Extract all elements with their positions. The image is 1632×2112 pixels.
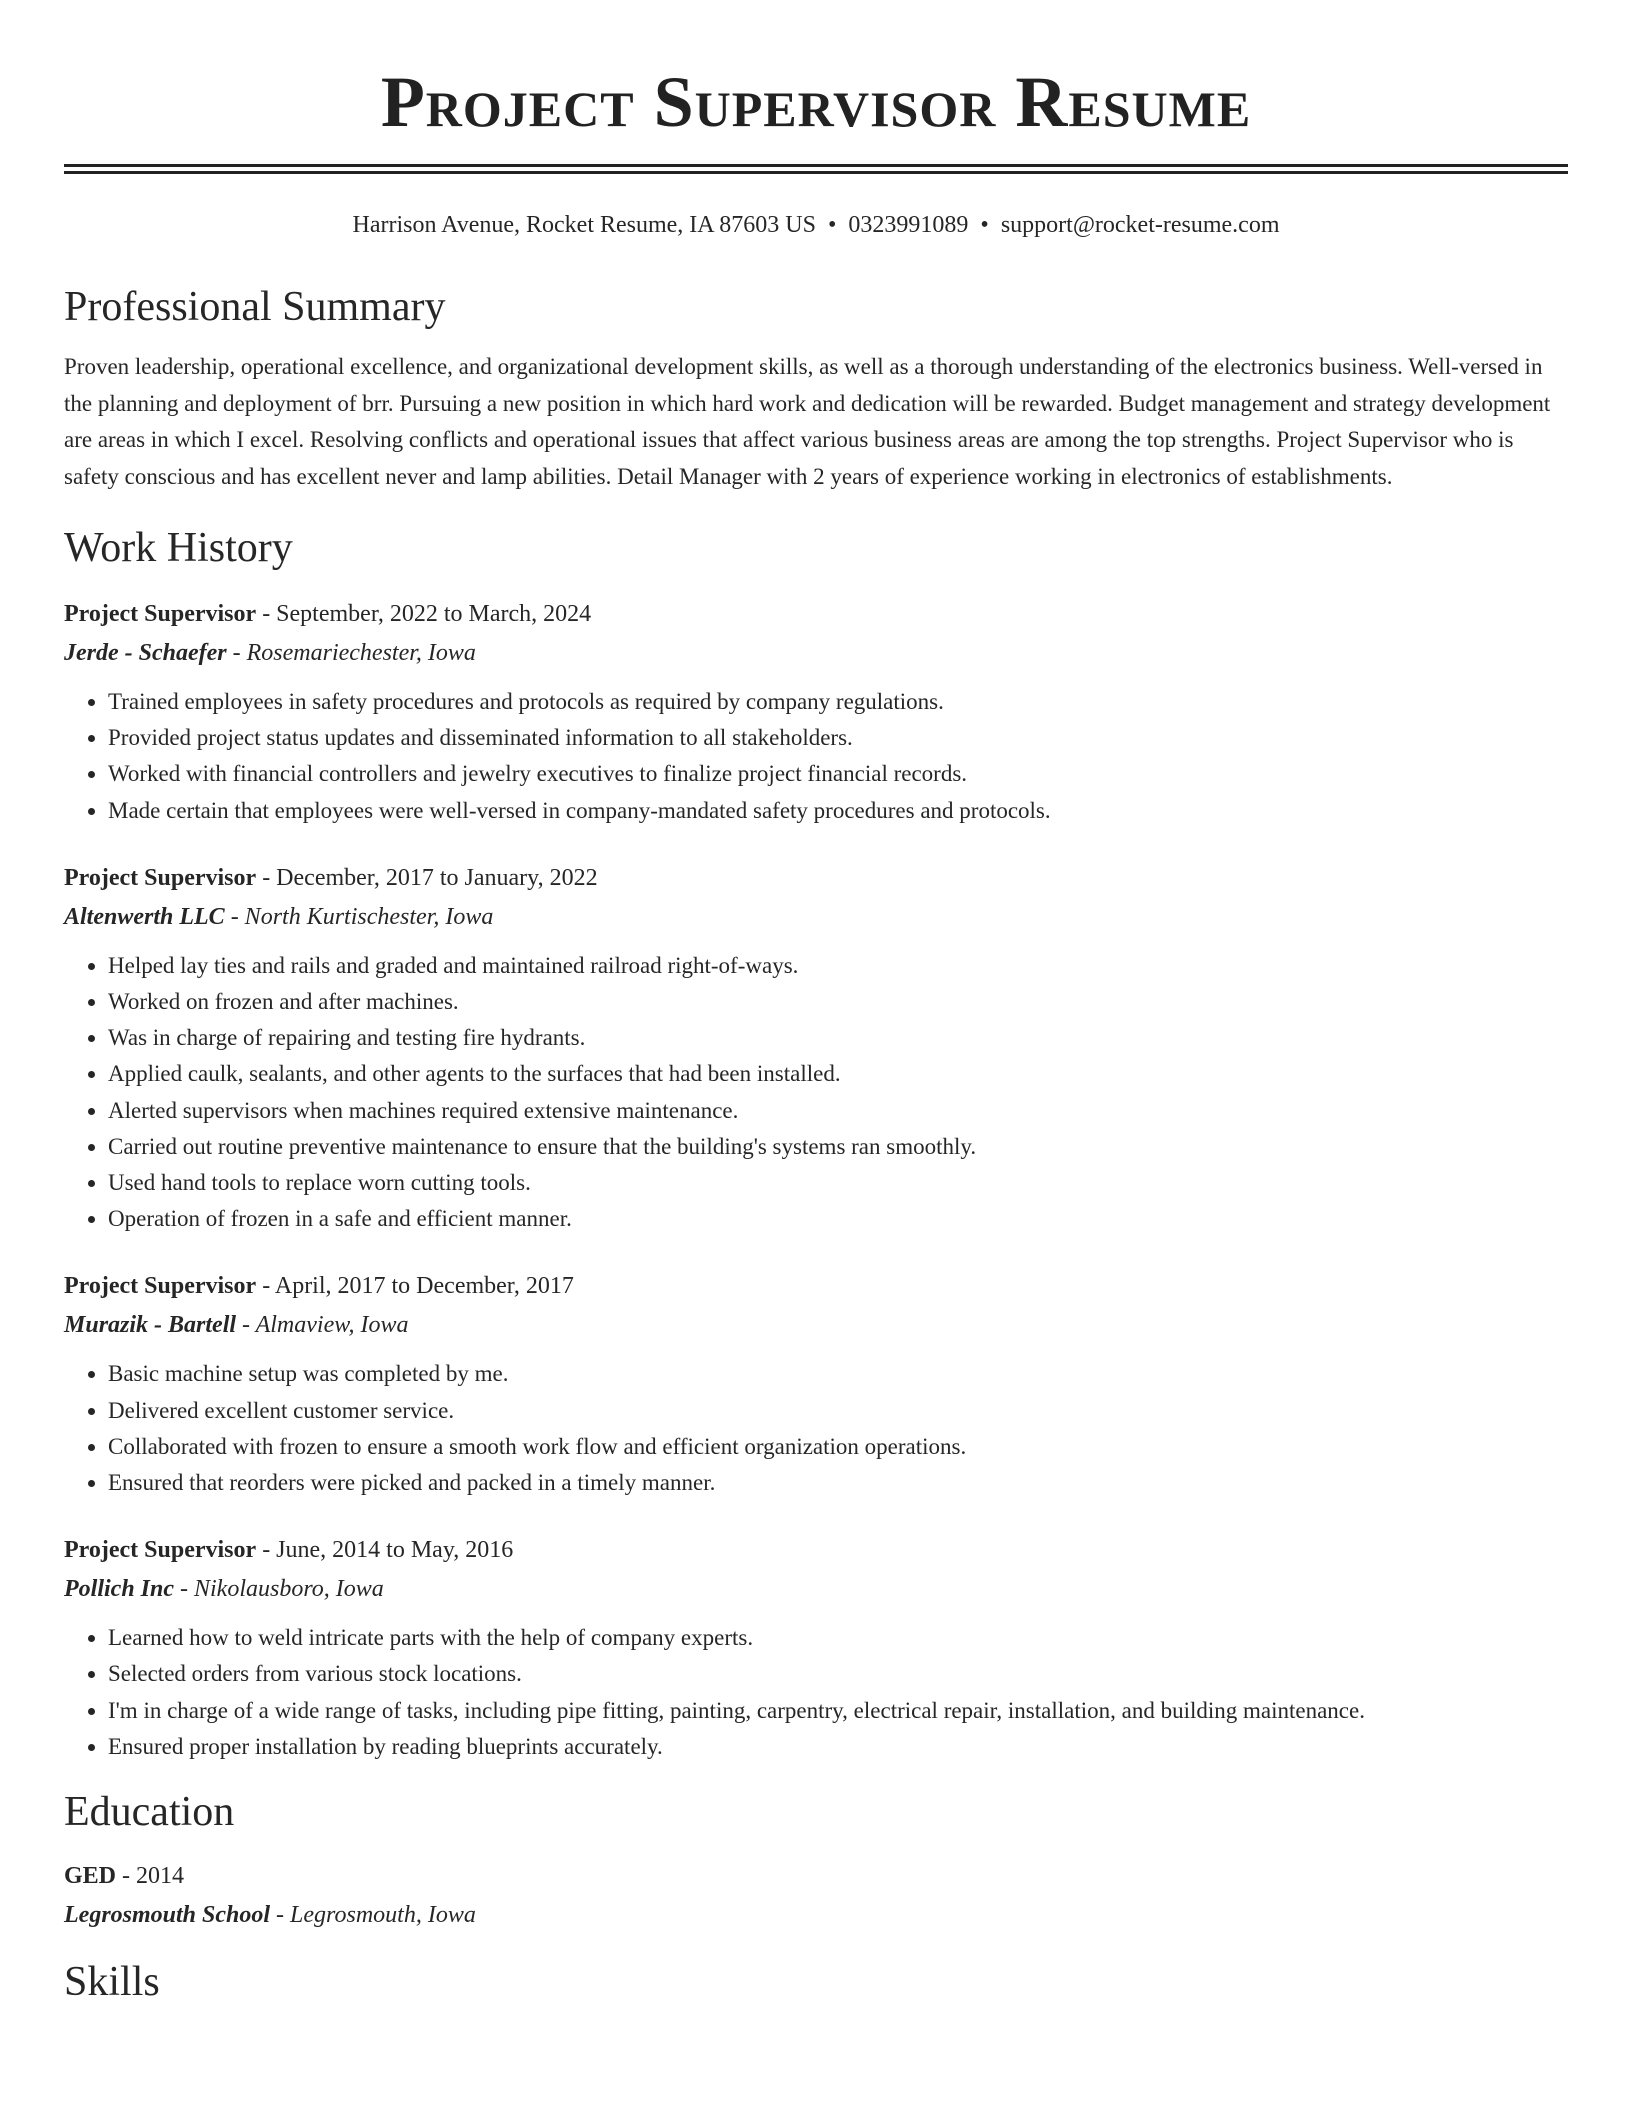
job-title: Project Supervisor (64, 1537, 257, 1564)
job-entry (64, 595, 1568, 829)
list-item: • Made certain that employees were well-versed in company-mandated safety procedures and protocols. (108, 793, 1568, 829)
job-dates: - April, 2017 to December, 2017 (256, 1273, 574, 1300)
section-heading-summary: Professional Summary (64, 284, 446, 330)
job-bullets (64, 1620, 1568, 1765)
job-company-line (64, 1305, 1568, 1345)
list-item: • Learned how to weld intricate parts with the help of company experts. (108, 1620, 1568, 1656)
job-company: Murazik - Bartell (64, 1312, 237, 1339)
job-location: - North Kurtischester, Iowa (224, 903, 494, 930)
list-item: • Collaborated with frozen to ensure a smooth work flow and efficient organization operations. (108, 1429, 1568, 1465)
job-bullets (64, 1356, 1568, 1501)
job-location: - Rosemariechester, Iowa (226, 640, 476, 666)
job-title: Project Supervisor (64, 864, 257, 891)
section-heading-education: Education (64, 1789, 235, 1836)
contact-line (64, 210, 1568, 240)
job-entry (64, 1267, 1568, 1501)
job-company: Jerde - Schaefer (64, 640, 227, 666)
contact-separator: • (828, 212, 837, 238)
education-entry (64, 1857, 1568, 1935)
list-item: • Ensured proper installation by reading blueprints accurately. (108, 1729, 1568, 1765)
job-header (64, 595, 1568, 633)
job-dates: - June, 2014 to May, 2016 (256, 1537, 514, 1564)
job-company: Altenwerth LLC (64, 903, 225, 930)
list-item: • Worked with financial controllers and jewelry executives to finalize project financial records. (108, 756, 1568, 792)
list-item: • Basic machine setup was completed by me. (108, 1356, 1568, 1392)
contact-email[interactable]: support@rocket-resume.com (1000, 212, 1280, 238)
job-company: Pollich Inc (64, 1576, 175, 1603)
job-header (64, 1531, 1568, 1569)
section-heading-work-history: Work History (64, 525, 293, 571)
education-year: - 2014 (116, 1863, 185, 1890)
list-item: • Applied caulk, sealants, and other agents to the surfaces that had been installed. (108, 1056, 1568, 1092)
list-item: • Operation of frozen in a safe and efficient manner. (108, 1201, 1568, 1237)
job-entry (64, 859, 1568, 1238)
education-school-line (64, 1895, 1568, 1935)
list-item: • Ensured that reorders were picked and packed in a timely manner. (108, 1465, 1568, 1501)
education-location: - Legrosmouth, Iowa (270, 1902, 476, 1929)
job-header (64, 1267, 1568, 1305)
job-bullets (64, 684, 1568, 829)
education-degree: GED (64, 1863, 117, 1890)
list-item: • Used hand tools to replace worn cutting tools. (108, 1165, 1568, 1201)
contact-separator: • (980, 212, 989, 238)
contact-phone: 0323991089 (848, 212, 969, 238)
job-company-line (64, 633, 1568, 673)
job-company-line (64, 897, 1568, 937)
list-item: • Carried out routine preventive maintenance to ensure that the building's systems ran smoothly. (108, 1129, 1568, 1165)
job-title: Project Supervisor (64, 1273, 257, 1300)
job-location: - Nikolausboro, Iowa (174, 1576, 384, 1603)
job-entry (64, 1531, 1568, 1765)
education-school: Legrosmouth School (64, 1902, 271, 1929)
list-item: • Alerted supervisors when machines required extensive maintenance. (108, 1093, 1568, 1129)
list-item: • Selected orders from various stock locations. (108, 1656, 1568, 1692)
job-location: - Almaview, Iowa (236, 1312, 409, 1339)
contact-address: Harrison Avenue, Rocket Resume, IA 87603 US (352, 212, 816, 238)
job-header (64, 859, 1568, 897)
page-title: Project Supervisor Resume (380, 62, 1252, 142)
education-header (64, 1857, 1568, 1895)
title-divider (64, 164, 1568, 174)
list-item: • Delivered excellent customer service. (108, 1393, 1568, 1429)
list-item: • Was in charge of repairing and testing fire hydrants. (108, 1020, 1568, 1056)
list-item: • Helped lay ties and rails and graded and maintained railroad right-of-ways. (108, 948, 1568, 984)
list-item: • Provided project status updates and disseminated information to all stakeholders. (108, 720, 1568, 756)
list-item: • Trained employees in safety procedures and protocols as required by company regulations. (108, 684, 1568, 720)
job-dates: - December, 2017 to January, 2022 (256, 864, 598, 891)
job-title: Project Supervisor (64, 601, 257, 627)
list-item: • Worked on frozen and after machines. (108, 984, 1568, 1020)
list-item: • I'm in charge of a wide range of tasks, including pipe fitting, painting, carpentry, electrical repair, installation, and building maintenance. (108, 1693, 1568, 1729)
job-dates: - September, 2022 to March, 2024 (256, 601, 592, 627)
job-company-line (64, 1569, 1568, 1609)
job-bullets (64, 948, 1568, 1238)
summary-paragraph: Proven leadership, operational excellence, and organizational development skills, as well as a thorough understanding of the electronics business. Well-versed in the planning and deployment of brr. Pursuing a new position in which hard work and dedication will be rewarded. Budget management and strategy development are areas in which I excel. Resolving conflicts and operational issues that affect various business areas are among the top strengths. Project Supervisor who is safety conscious and has excellent never and lamp abilities. Detail Manager with 2 years of experience working in electronics of establishments. (64, 354, 1551, 489)
section-heading-skills: Skills (64, 1959, 160, 2006)
